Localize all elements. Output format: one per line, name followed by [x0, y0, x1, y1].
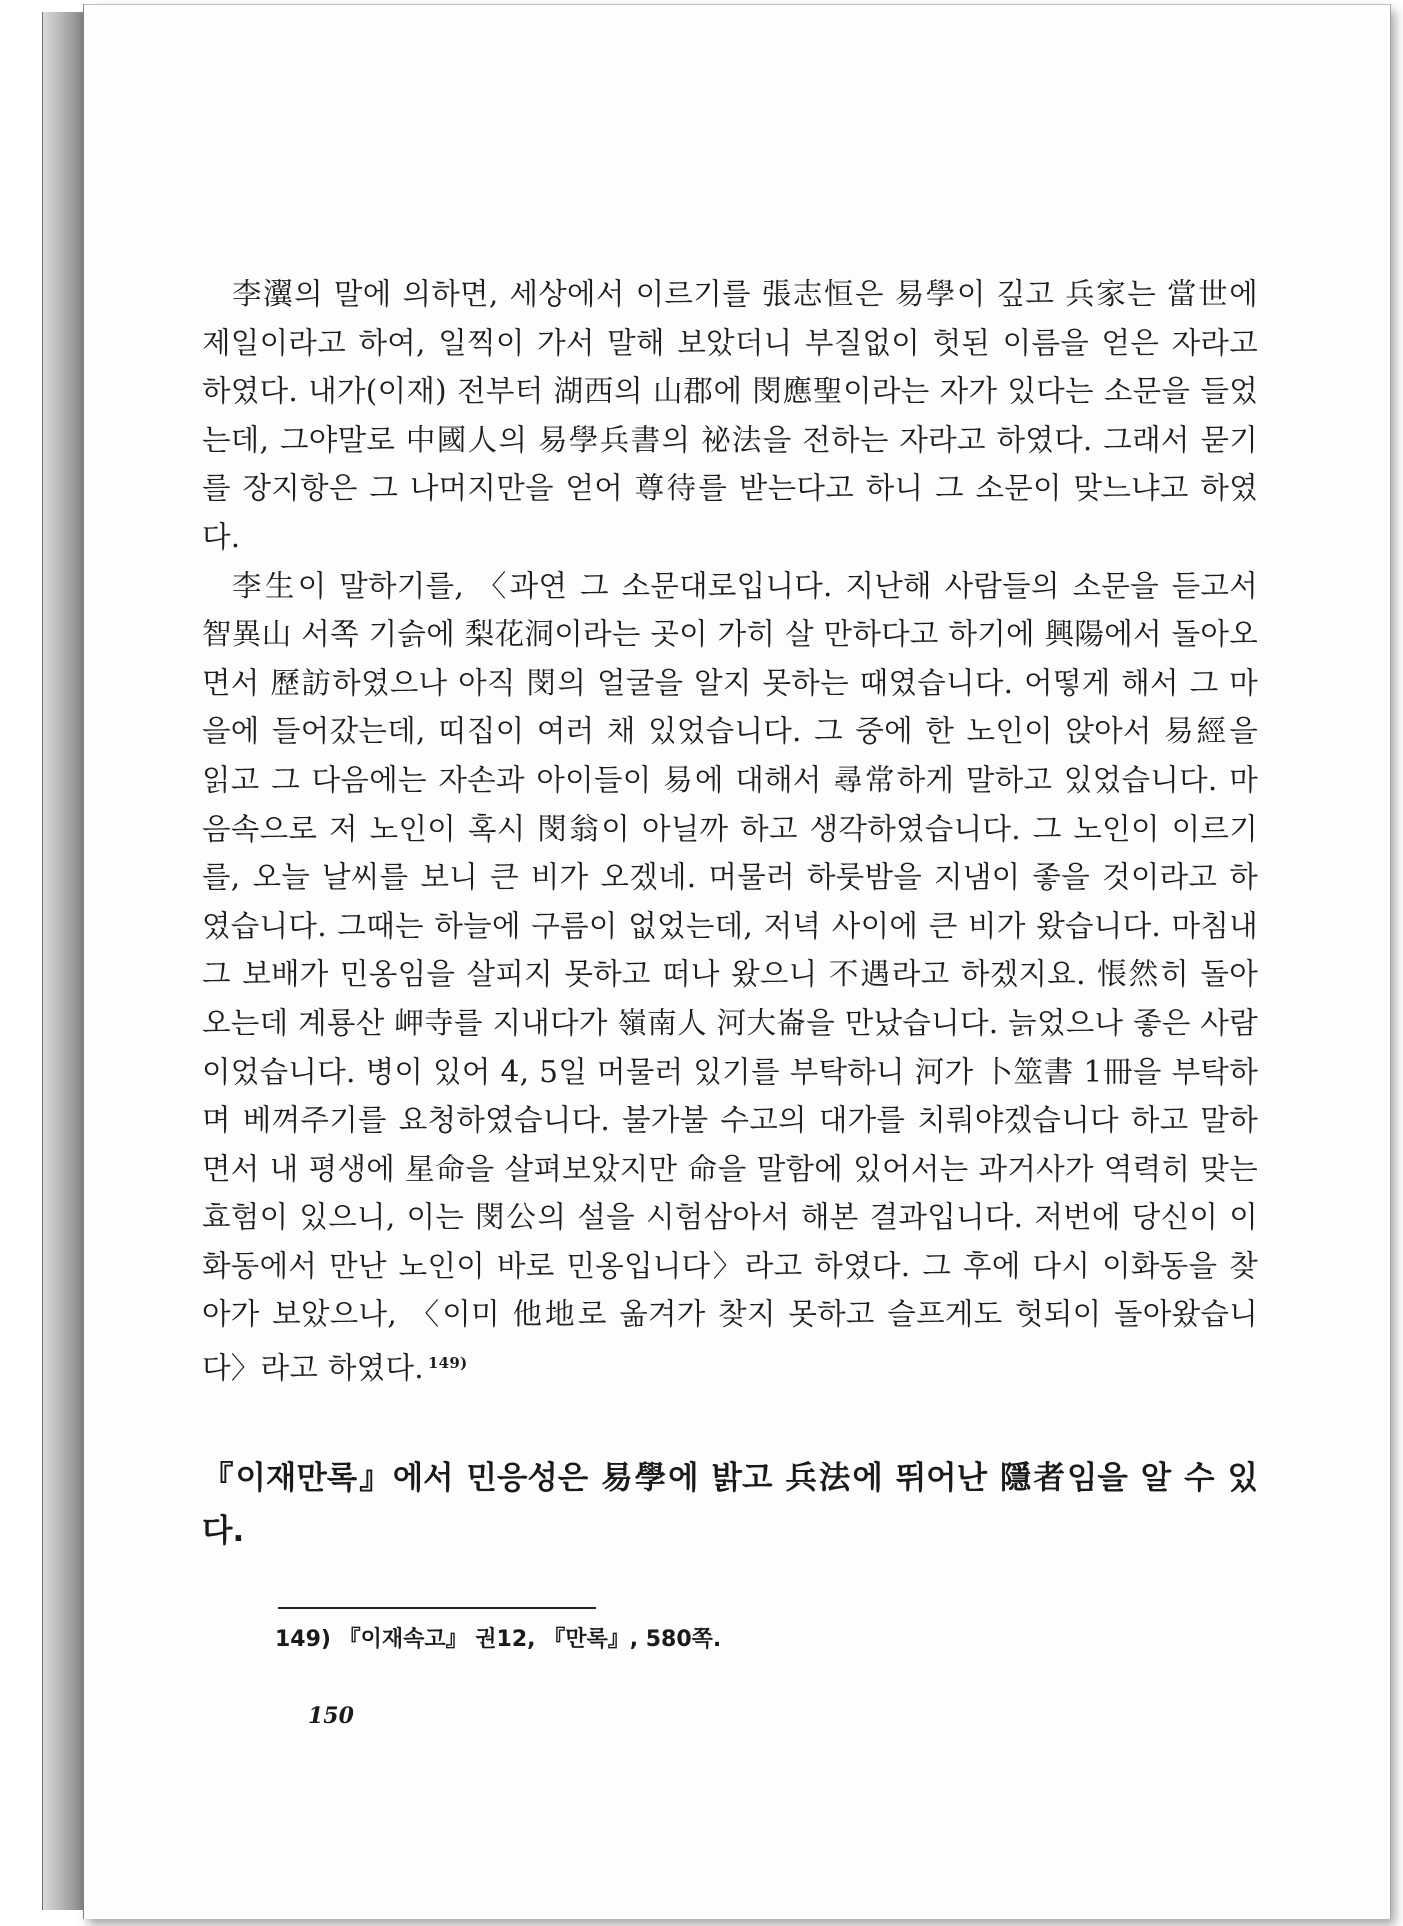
footnote-divider: [278, 1607, 596, 1609]
quote-paragraph-2-text: 李生이 말하기를, 〈과연 그 소문대로입니다. 지난해 사람들의 소문을 듣고서 智異山 서쪽 기슭에 梨花洞이라는 곳이 가히 살 만하다고 하기에 興陽에서 돌아오면서 歷訪하였으나 아직 閔의 얼굴을 알지 못하는 때였습니다. 어떻게 해서 그 마을에 들어갔는데, 띠집이 여러 채 있었습니다. 그 중에 한 노인이 앉아서 易經을 읽고 그 다음에는 자손과 아이들이 易에 대해서 尋常하게 말하고 있었습니다. 마음속으로 저 노인이 혹시 閔翁이 아닐까 하고 생각하였습니다. 그 노인이 이르기를, 오늘 날씨를 보니 큰 비가 오겠네. 머물러 하룻밤을 지냄이 좋을 것이라고 하였습니다. 그때는 하늘에 구름이 없었는데, 저녁 사이에 큰 비가 왔습니다. 마침내 그 보배가 민옹임을 살피지 못하고 떠나 왔으니 不遇라고 하겠지요. 悵然히 돌아오는데 계룡산 岬寺를 지내다가 嶺南人 河大崙을 만났습니다. 늙었으나 좋은 사람이었습니다. 병이 있어 4, 5일 머물러 있기를 부탁하니 河가 卜筮書 1冊을 부탁하며 베껴주기를 요청하였습니다. 불가불 수고의 대가를 치뤄야겠습니다 하고 말하면서 내 평생에 星命을 살펴보았지만 命을 말함에 있어서는 과거사가 역력히 맞는 효험이 있으니, 이는 閔公의 설을 시험삼아서 해본 결과입니다. 저번에 당신이 이화동에서 만난 노인이 바로 민옹입니다〉라고 하였다. 그 후에 다시 이화동을 찾아가 보았으나, 〈이미 他地로 옮겨가 찾지 못하고 슬프게도 헛되이 돌아왔습니다〉라고 하였다.: [202, 568, 1258, 1386]
quoted-passage: [202, 270, 1258, 1393]
quote-paragraph-2: [202, 562, 1258, 1393]
footnote-text: 149) 『이재속고』 권12, 『만록』, 580쪽.: [275, 1627, 722, 1652]
footnote-reference: 149): [427, 1354, 468, 1373]
page-number: 150: [308, 1703, 354, 1729]
summary-sentence: 『이재만록』에서 민응성은 易學에 밝고 兵法에 뛰어난 隱者임을 알 수 있다.: [202, 1460, 1258, 1549]
quote-paragraph-1: 李瀷의 말에 의하면, 세상에서 이르기를 張志恒은 易學이 깊고 兵家는 當世에 제일이라고 하여, 일찍이 가서 말해 보았더니 부질없이 헛된 이름을 얻은 자라고 하였다. 내가(이재) 전부터 湖西의 山郡에 閔應聖이라는 자가 있다는 소문을 들었는데, 그야말로 中國人의 易學兵書의 祕法을 전하는 자라고 하였다. 그래서 묻기를 장지항은 그 나머지만을 얻어 尊待를 받는다고 하니 그 소문이 맞느냐고 하였다.: [202, 277, 1258, 554]
book-page-edge: [42, 12, 87, 1910]
